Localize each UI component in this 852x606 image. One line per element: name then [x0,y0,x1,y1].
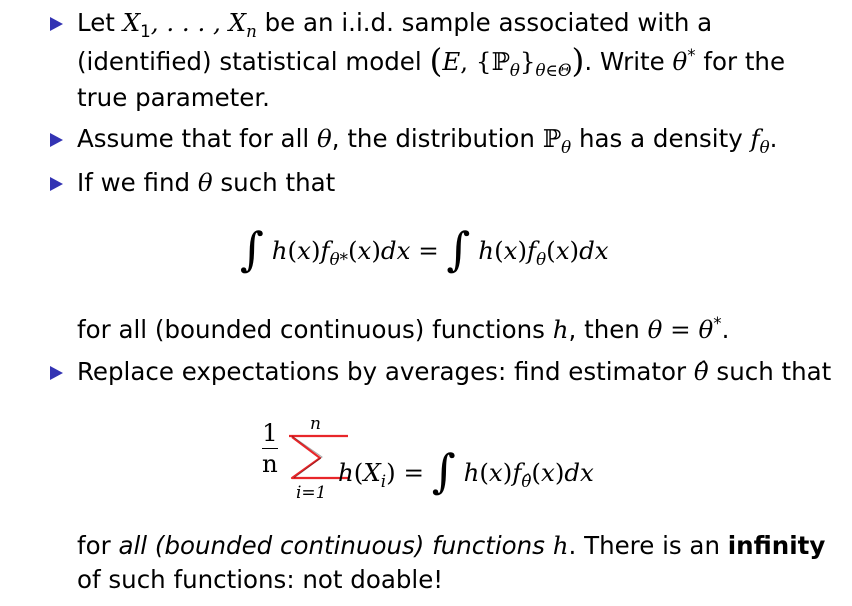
math-symbol: dx [564,458,594,487]
text-run: 1 [140,21,151,41]
math-symbol: θ [509,60,520,80]
math-symbol: f [527,236,537,265]
math-symbol: f [320,236,330,265]
text-run: . [721,315,730,344]
text-run: * [687,45,696,65]
equation-1-equals: = [418,236,439,265]
math-symbol: n [246,21,257,41]
text-run: = [662,315,699,344]
equation-1 [240,220,609,280]
math-symbol: E [442,47,461,76]
sum-lower-limit: i=1 [296,483,327,503]
math-symbol: θ [316,124,332,153]
equation-2-equals: = [403,458,425,487]
text-run: ) [371,236,381,265]
math-symbol: θ [759,137,770,157]
text-run: ) [571,41,585,80]
integral-sign: ∫ [240,222,264,276]
text-run: for [77,531,119,560]
text-run: be an i.i.d. sample associated with a [256,8,713,37]
text-run: for all (bounded continuous) functions [77,315,553,344]
text-run: Assume that for all [77,124,317,153]
math-symbol: x [540,458,555,487]
math-symbol: h [271,236,288,265]
math-symbol: x [488,458,503,487]
math-symbol: h [338,458,354,487]
math-symbol: θ [197,168,213,197]
text-run: If we find [77,168,198,197]
equation-2-lhs [338,458,396,491]
text-run: , { [460,47,492,76]
integral-sign: ∫ [431,444,456,498]
math-symbol: θ̂ [693,357,709,386]
bullet-1-line-2 [77,41,786,80]
text-run [545,531,553,560]
bullet-triangle-icon [50,133,63,147]
math-symbol: dx [380,236,411,265]
text-run: ℙ [542,124,562,153]
text-run: ) [569,236,580,265]
text-run: } [519,47,536,76]
text-run: Let [77,8,123,37]
text-run: ( [531,458,541,487]
equation-2-rest [338,442,594,498]
text-run: Replace expectations by averages: find estimator [77,357,694,386]
equation-1-followup [77,315,729,345]
math-symbol: θ* [329,249,348,269]
math-symbol: x [503,236,518,265]
math-symbol: i [380,471,387,491]
text-run: ) [554,458,565,487]
text-run: for the [695,47,786,76]
math-symbol: dx [579,236,609,265]
text-run: ) [386,458,396,487]
text-run: , the distribution [331,124,543,153]
math-symbol: , . . . , [150,8,229,37]
text-run: (identified) statistical model [77,47,430,76]
text-run: of such functions: not doable! [77,565,444,594]
text-run: ( [353,458,364,487]
text-run: true parameter. [77,83,270,112]
math-symbol: θ [561,137,572,157]
text-run: infinity [727,531,826,560]
bullet-1-line-1 [77,8,713,41]
text-run: . [769,124,778,153]
math-symbol: θ∈Θ [535,60,572,80]
equation-2 [262,418,278,506]
bullet-triangle-icon [50,17,63,31]
integral-sign: ∫ [446,222,471,276]
fraction-one-over-n [262,418,278,479]
equation-2-followup-line-1 [77,531,825,561]
bullet-1-line-3 [77,83,270,113]
math-symbol: X [228,8,247,37]
math-symbol: θ [698,315,714,344]
text-run: all (bounded continuous) functions [118,531,545,560]
math-symbol: θ [672,47,688,76]
text-run: has a density [571,124,751,153]
text-run: ) [517,236,528,265]
math-symbol: h [463,458,480,487]
math-symbol: h [478,236,495,265]
bullet-3-line-1 [77,168,335,198]
bullet-triangle-icon [50,177,63,191]
text-run: ) [502,458,513,487]
math-symbol: h [552,315,569,344]
text-run: ( [494,236,504,265]
equation-1-lhs [271,236,411,269]
text-run: . There is an [568,531,728,560]
sum-upper-limit: n [310,414,321,434]
equation-2-rhs [463,458,594,491]
math-symbol: θ [647,315,663,344]
text-run: ( [479,458,489,487]
bullet-4-line-1 [77,357,831,387]
text-run: . Write [584,47,673,76]
equation-2-followup-line-2 [77,565,443,595]
bullet-2-line-1 [77,124,778,157]
math-symbol: x [555,236,570,265]
text-run: * [713,313,722,333]
bullet-triangle-icon [50,366,63,380]
fraction-denominator: n [262,449,278,478]
text-run: ( [429,41,443,80]
fraction-numerator: 1 [262,418,278,447]
math-symbol: x [357,236,372,265]
text-run: ℙ [491,47,510,76]
math-symbol: X [122,8,141,37]
text-run: , then [568,315,648,344]
math-symbol: f [512,458,522,487]
math-symbol: x [297,236,311,265]
math-symbol: f [750,124,760,153]
text-run: ( [546,236,556,265]
equation-1-rhs [478,236,609,269]
math-symbol: θ̂ [521,471,532,491]
math-symbol: h [552,531,569,560]
text-run: such that [708,357,832,386]
text-run: ( [347,236,358,265]
math-symbol: X [363,458,381,487]
text-run: such that [212,168,336,197]
text-run: ) [310,236,321,265]
text-run: ( [287,236,298,265]
math-symbol: θ [536,249,547,269]
